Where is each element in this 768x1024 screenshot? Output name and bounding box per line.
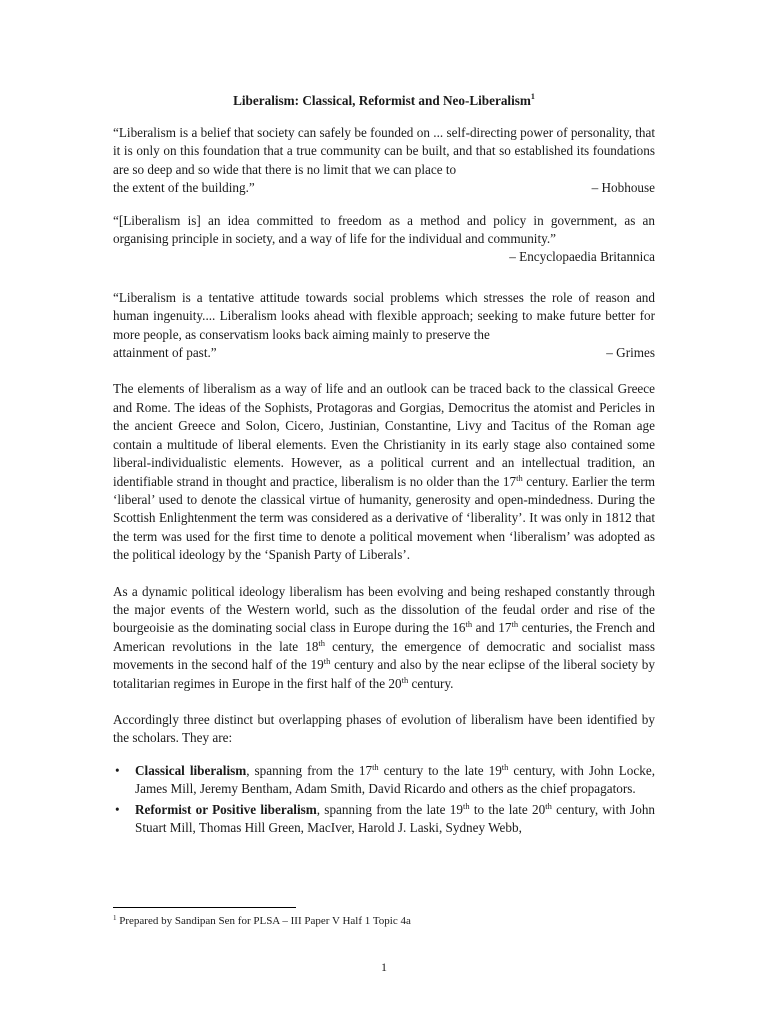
- quote-body: “[Liberalism is] an idea committed to freedom as a method and policy in government, as an organising principle in society, and a way of life for the individual and community.”: [113, 212, 655, 247]
- document-title: [113, 92, 655, 110]
- quote-last-line: [113, 179, 655, 197]
- superscript: th: [545, 800, 552, 811]
- text-run: century. Earlier the term ‘liberal’ used to denote the classical virtue of humanity, generosity and open-mindedness. During the Scottish Enlightenment the term was considered as a derivative of ‘liberality’. It was only in 1812 that the term was used for the first time to denote a political movement when ‘liberalism’ was adopted as the political ideology by the ‘Spanish Party of Liberals’.: [113, 473, 655, 563]
- footnote: [113, 914, 411, 928]
- bullet-marker: •: [115, 762, 120, 778]
- quote-hobhouse: [113, 124, 655, 198]
- superscript: th: [462, 800, 470, 811]
- quote-grimes: [113, 289, 655, 363]
- quote-tail: attainment of past.”: [113, 345, 217, 361]
- text-run: , spanning from the late 19: [316, 801, 463, 817]
- quote-body: “Liberalism is a belief that society can safely be founded on ... self-directing power of personality, that it is only on this foundation that a true community can be built, and that so established its foundations are so deep and so wide that there is no limit that we can place to: [113, 125, 655, 177]
- text-run: century, with John Locke, James Mill, Jeremy Bentham, Adam Smith, David Ricardo and others as the chief propagators.: [135, 762, 655, 797]
- text-run: century to the late 19: [378, 762, 502, 778]
- title-text: Liberalism: Classical, Reformist and Neo-Liberalism: [233, 93, 531, 108]
- text-run: The elements of liberalism as a way of life and an outlook can be traced back to the classical Greece and Rome. The ideas of the Sophists, Protagoras and Gorgias, Democritus the atomist and Pericles in the ancient Greece and Solon, Cicero, Justinian, Constantine, Livy and Tacitus of the Roman age contain a multitude of liberal elements. Even the Christianity in its early stage also contained some liberal-individualistic elements. However, as a political current and an intellectual tradition, an identifiable strand in thought and practice, liberalism is no older than the 17: [113, 381, 655, 489]
- list-item-reformist: [113, 801, 655, 838]
- page-content: [113, 92, 655, 839]
- text-run: to the late 20: [469, 801, 546, 817]
- superscript: th: [323, 656, 331, 667]
- paragraph-evolution: [113, 583, 655, 693]
- text-run: century and also by the near eclipse of the liberal society by totalitarian regimes in Europe in the first half of the 20: [113, 657, 655, 691]
- footnote-divider: [113, 907, 296, 908]
- list-item-heading: Reformist or Positive liberalism: [135, 801, 317, 817]
- superscript: th: [501, 761, 509, 772]
- list-item-classical: [113, 762, 655, 799]
- quote-britannica: [113, 212, 655, 267]
- superscript: th: [465, 619, 473, 630]
- quote-body: “Liberalism is a tentative attitude towards social problems which stresses the role of reason and human ingenuity.... Liberalism looks ahead with flexible approach; seeking to make future better for more people, as conservatism looks back aiming mainly to preserve the: [113, 289, 655, 342]
- title-footnote-ref: 1: [530, 92, 535, 101]
- text-run: centuries, the French and American revolutions in the late 18: [113, 620, 655, 654]
- superscript: th: [401, 674, 409, 685]
- phases-list: [113, 762, 655, 838]
- superscript: th: [511, 619, 519, 630]
- paragraph-origins: [113, 380, 655, 564]
- text-run: century.: [408, 675, 454, 691]
- quote-source: – Grimes: [606, 345, 655, 361]
- text-run: century, with John Stuart Mill, Thomas Hill Green, MacIver, Harold J. Laski, Sydney Webb,: [135, 801, 656, 835]
- list-item-heading: Classical liberalism: [135, 762, 247, 778]
- footnote-text: Prepared by Sandipan Sen for PLSA – III Paper V Half 1 Topic 4a: [116, 915, 411, 927]
- bullet-marker: •: [115, 801, 120, 817]
- page-number: 1: [381, 960, 387, 974]
- quote-source: – Encyclopaedia Britannica: [509, 249, 655, 265]
- superscript: th: [372, 761, 379, 772]
- text-run: As a dynamic political ideology liberalism has been evolving and being reshaped constantly through the major events of the Western world, such as the dissolution of the feudal order and rise of the bourgeoisie as the dominating social class in Europe during the 16: [113, 583, 655, 636]
- quote-tail: the extent of the building.”: [113, 180, 255, 196]
- text-run: and 17: [472, 620, 512, 636]
- text-run: , spanning from the 17: [246, 762, 373, 778]
- footnote-ref: 1: [113, 914, 117, 922]
- paragraph-phases: Accordingly three distinct but overlapping phases of evolution of liberalism have been identified by the scholars. They are:: [113, 711, 655, 746]
- superscript: th: [318, 637, 326, 648]
- quote-source: – Hobhouse: [591, 180, 655, 196]
- superscript: th: [516, 472, 523, 483]
- quote-last-line: [113, 344, 655, 362]
- text-run: century, the emergence of democratic and socialist mass movements in the second half of the 19: [113, 638, 655, 673]
